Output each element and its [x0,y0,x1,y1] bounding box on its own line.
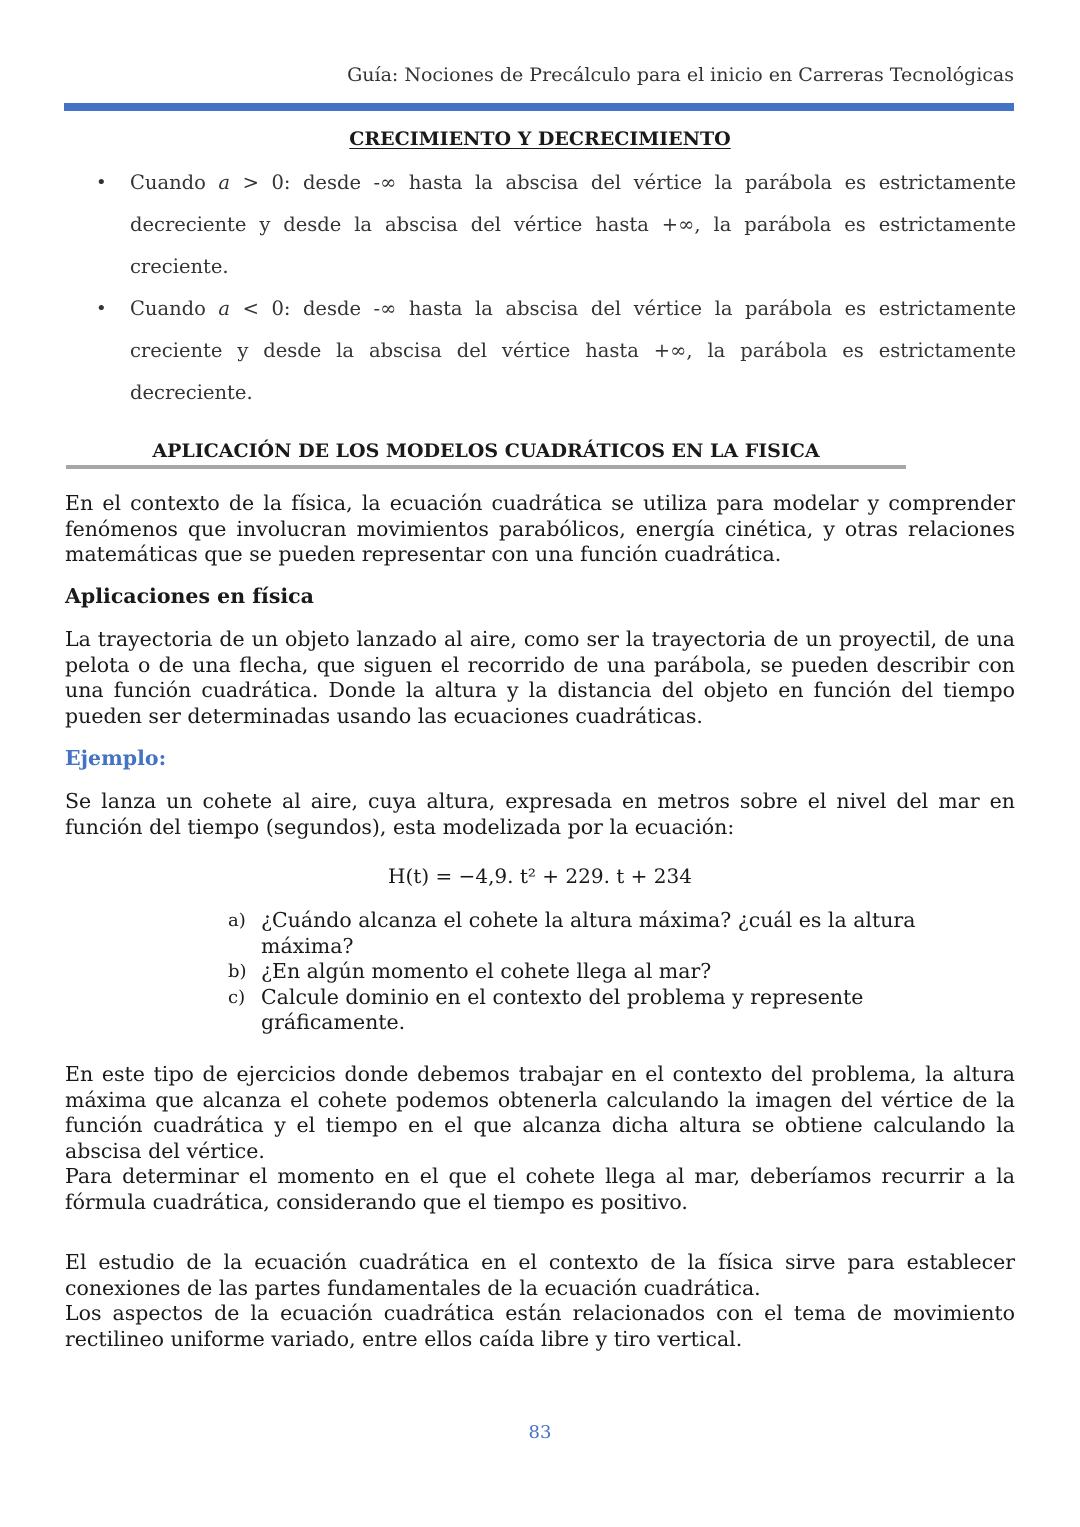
bullet-pre: Cuando [130,171,219,194]
paragraph-line: fenómenos que involucran movimientos parabólicos, energía cinética, y otras relaciones [65,516,1015,541]
bullet-item [96,288,1016,414]
intro-paragraph [65,491,1015,568]
paragraph-line: conexiones de las partes fundamentales de la ecuación cuadrática. [65,1275,761,1300]
section-title-aplicacion: APLICACIÓN DE LOS MODELOS CUADRÁTICOS EN LA FISICA [152,440,820,462]
question-label: c) [228,986,246,1008]
question-label: b) [228,961,247,982]
paragraph-line: En este tipo de ejercicios donde debemos trabajar en el contexto del problema, la altura [65,1062,1015,1086]
bullet-dot-icon: • [96,298,107,319]
paragraph-line: función del tiempo (segundos), esta modelizada por la ecuación: [65,814,735,839]
question-item [228,985,948,1036]
question-item [228,908,948,959]
question-text: Calcule dominio en el contexto del problema y represente gráficamente. [261,984,864,1034]
bullet-text: < 0: desde -∞ hasta la abscisa del vértice la parábola es estrictamente creciente y desde la abscisa del vértice hasta +∞, la parábola es estrictamente decreciente. [130,297,1016,404]
bullet-dot-icon: • [96,172,107,193]
example-label: Ejemplo: [65,746,167,770]
applications-paragraph [65,627,1015,729]
bullet-variable: a [218,297,231,320]
bullet-variable: a [218,171,231,194]
question-list [228,908,948,1036]
paragraph-line: pueden ser determinadas usando las ecuaciones cuadráticas. [65,703,703,728]
header-rule [64,103,1014,111]
explanation-paragraph [65,1062,1015,1215]
subheading-aplicaciones: Aplicaciones en física [65,584,314,608]
closing-paragraph [65,1250,1015,1352]
paragraph-line: abscisa del vértice. [65,1138,265,1163]
paragraph-line: rectilineo uniforme variado, entre ellos caída libre y tiro vertical. [65,1326,743,1351]
section-rule [66,465,906,469]
paragraph-line: fórmula cuadrática, considerando que el tiempo es positivo. [65,1189,688,1214]
height-formula: H(t) = −4,9. t² + 229. t + 234 [388,864,692,888]
running-header: Guía: Nociones de Precálculo para el inicio en Carreras Tecnológicas [347,64,1014,86]
question-label: a) [228,910,246,931]
bullet-pre: Cuando [130,297,219,320]
paragraph-line: La trayectoria de un objeto lanzado al aire, como ser la trayectoria de un proyectil, de una [65,627,1015,651]
paragraph-line: Se lanza un cohete al aire, cuya altura, expresada en metros sobre el nivel del mar en [65,789,1015,813]
paragraph-line: máxima que alcanza el cohete podemos obtenerla calculando la imagen del vértice de la [65,1087,1015,1112]
paragraph-line: Para determinar el momento en el que el cohete llega al mar, deberíamos recurrir a la [65,1164,1015,1188]
question-item [228,959,948,985]
growth-bullet-list [96,162,1016,414]
question-text: ¿En algún momento el cohete llega al mar? [261,959,712,983]
paragraph-line: función cuadrática y el tiempo en el que alcanza dicha altura se obtiene calculando la [65,1113,1015,1137]
question-text: ¿Cuándo alcanza el cohete la altura máxima? ¿cuál es la altura máxima? [261,908,916,958]
bullet-item [96,162,1016,288]
paragraph-line: una función cuadrática. Donde la altura y la distancia del objeto en función del tiempo [65,678,1015,702]
paragraph-line: Los aspectos de la ecuación cuadrática están relacionados con el tema de movimiento [65,1301,1015,1325]
bullet-text: > 0: desde -∞ hasta la abscisa del vértice la parábola es estrictamente decreciente y desde la abscisa del vértice hasta +∞, la parábola es estrictamente creciente. [130,171,1016,278]
paragraph-line: El estudio de la ecuación cuadrática en el contexto de la física sirve para establecer [65,1250,1015,1274]
paragraph-line: matemáticas que se pueden representar con una función cuadrática. [65,542,782,566]
page-number: 83 [528,1422,552,1443]
paragraph-line: pelota o de una flecha, que siguen el recorrido de una parábola, se pueden describir con [65,652,1015,677]
paragraph-line: En el contexto de la física, la ecuación cuadrática se utiliza para modelar y comprender [65,491,1015,515]
example-paragraph [65,789,1015,840]
section-title-crecimiento: CRECIMIENTO Y DECRECIMIENTO [349,128,731,150]
